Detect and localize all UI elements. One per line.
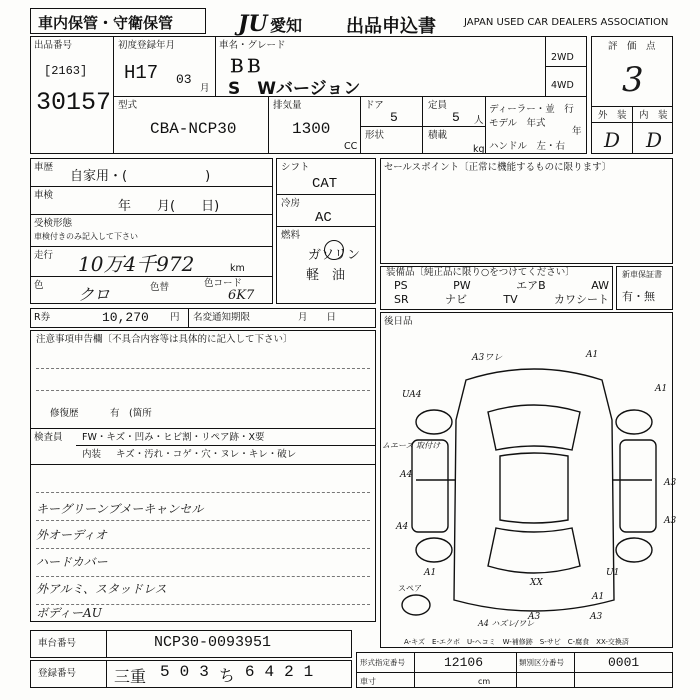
- interior-row: キズ・汚れ・コゲ・穴・ヌレ・キレ・破レ: [116, 449, 297, 460]
- load-label: 積載: [428, 130, 448, 141]
- recycle-label: R券: [34, 312, 51, 323]
- reg-digit-6: 2: [284, 663, 294, 681]
- reg-digit-5: 4: [264, 663, 275, 681]
- handle-label: ハンドル 左・右: [489, 141, 566, 152]
- dmg-mark-4: ムエーズ 取付け: [382, 441, 441, 450]
- month-unit: 月: [200, 83, 210, 94]
- first-reg-month: 03: [176, 72, 192, 87]
- type-cert-label-1: 形式指定番号: [360, 658, 405, 667]
- capacity-value: 5: [452, 110, 460, 125]
- inspection-value: 年 月( 日): [118, 199, 220, 214]
- registration-prefecture: 三重: [114, 667, 147, 686]
- shift-label: シフト: [281, 162, 310, 173]
- equip-aw: AW: [591, 279, 609, 292]
- note-line-2: 外オーディオ: [36, 528, 108, 542]
- equip-leather: カワシート: [553, 293, 609, 306]
- drive-2wd: 2WD: [551, 52, 574, 63]
- first-reg-year: H17: [124, 62, 159, 84]
- dmg-mark-9: A1: [424, 568, 437, 578]
- interior-grade: D: [646, 128, 663, 152]
- type-value: CBA-NCP30: [150, 120, 237, 138]
- rating-value: 3: [622, 60, 644, 100]
- notice-value: 月 日: [298, 312, 337, 323]
- shift-value: CAT: [312, 176, 338, 192]
- equip-airbag: エアB: [516, 279, 546, 292]
- recycle-value: 10,270: [102, 310, 149, 325]
- ju-logo: JU: [238, 11, 268, 37]
- dmg-mark-13: A3: [528, 612, 541, 622]
- ac-value: AC: [315, 210, 332, 226]
- inspection-label: 車検: [34, 190, 54, 201]
- model-year-label: モデル 年式: [489, 118, 546, 129]
- drive-4wd: 4WD: [551, 80, 574, 91]
- dmg-mark-12: A4 ハズレ/ワレ: [478, 619, 535, 628]
- dmg-mark-10: A1: [592, 592, 605, 602]
- interior-label: 内 装: [639, 110, 668, 121]
- warranty-value: 有・無: [622, 290, 655, 303]
- dmg-mark-7: A3: [664, 478, 677, 488]
- ac-label: 冷房: [281, 198, 301, 209]
- spare-wheel: [402, 595, 430, 615]
- fw-row: FW・キズ・凹み・ヒビ割・リペア跡・X要: [82, 432, 265, 443]
- shape-label: 形状: [365, 130, 385, 141]
- selling-points-frame: [380, 158, 673, 264]
- wheel-front-left: [416, 410, 452, 434]
- color-code-label: 色コード: [204, 278, 243, 289]
- equipment-row-1: [394, 279, 609, 293]
- side-left: [412, 440, 448, 532]
- displacement-unit: CC: [344, 141, 358, 152]
- reg-form-note: 車検付きのみ記入して下さい: [34, 232, 138, 241]
- damage-legend: A-キズ E-エクボ U-ヘコミ W-補修跡 S-サビ C-腐食 XX-交換済: [404, 638, 629, 646]
- wheel-rear-left: [416, 538, 452, 562]
- warranty-label: 新車保証書: [622, 270, 662, 279]
- dmg-mark-15: XX: [530, 578, 543, 588]
- org-name: 愛知: [270, 16, 303, 35]
- color-code-value: 6K7: [228, 288, 255, 303]
- equip-pw: PW: [453, 279, 471, 292]
- equip-sr: SR: [394, 293, 409, 306]
- dmg-mark-11: U1: [606, 568, 620, 578]
- capacity-label: 定員: [428, 100, 448, 111]
- load-unit: kg: [473, 144, 485, 155]
- selling-points-label: セールスポイント〔正常に機能するものに限ります〕: [384, 162, 612, 173]
- history-label: 車歴: [34, 162, 54, 173]
- storage-label: 車内保管・守衛保管: [38, 14, 174, 32]
- interior-row-label: 内装: [82, 449, 102, 460]
- reg-form-label: 受検形態: [34, 218, 73, 229]
- exterior-grade: D: [604, 128, 621, 152]
- displacement-label: 排気量: [273, 100, 302, 111]
- chassis-label: 車台番号: [38, 638, 77, 649]
- capacity-unit: 人: [474, 115, 484, 126]
- reg-digit-2: 3: [199, 663, 209, 681]
- note-line-4: 外アルミ、スタッドレス: [36, 582, 167, 596]
- note-line-1: キーグリーンブメーキャンセル: [36, 502, 204, 516]
- type-cert-label-2: 類別区分番号: [519, 658, 564, 667]
- notes-label: 注意事項申告欄〔不具合内容等は具体的に記入して下さい〕: [36, 334, 293, 345]
- car-roof: [500, 453, 568, 523]
- type-label: 型式: [118, 100, 138, 111]
- repair-value: 有 (箇所: [110, 408, 152, 419]
- type-cert-value-2: 0001: [608, 655, 640, 670]
- model-grade: S Wバージョン: [228, 79, 361, 99]
- mileage-unit: km: [230, 263, 245, 274]
- equip-navi: ナビ: [445, 293, 467, 306]
- rating-label: 評 価 点: [608, 41, 656, 52]
- lot-sub: [2163]: [44, 64, 88, 78]
- association-name: JAPAN USED CAR DEALERS ASSOCIATION: [464, 17, 669, 28]
- displacement-value: 1300: [292, 120, 331, 138]
- year-unit: 年: [572, 126, 582, 137]
- dmg-mark-14: A3: [590, 612, 603, 622]
- document-title: 出品申込書: [346, 16, 436, 37]
- registration-label: 登録番号: [38, 668, 77, 679]
- chassis-value: NCP30-0093951: [154, 634, 272, 651]
- wheel-rear-right: [616, 538, 652, 562]
- repair-label: 修復歴: [50, 408, 79, 419]
- inspector-label: 検査員: [34, 432, 63, 443]
- fuel-label: 燃料: [281, 230, 301, 241]
- equip-tv: TV: [503, 293, 518, 306]
- notes-frame: [30, 330, 376, 622]
- equip-ps: PS: [394, 279, 408, 292]
- dmg-mark-2: A1: [655, 384, 668, 394]
- reg-digit-0: 5: [160, 663, 170, 681]
- color-change-label: 色替: [150, 282, 170, 293]
- type-cert-sub-label: 車寸: [360, 677, 376, 686]
- dealer-label: ディーラー・並 行: [489, 104, 574, 115]
- type-cert-sub-unit: cm: [478, 677, 491, 686]
- note-line-3: ハードカバー: [36, 555, 108, 569]
- color-label: 色: [34, 280, 44, 291]
- dmg-mark-8: A3: [664, 516, 677, 526]
- equipment-label: 装備品〔純正品に限り○をつけてください〕: [386, 267, 575, 278]
- reg-digit-1: 0: [179, 663, 190, 681]
- dmg-mark-5: A4: [400, 470, 413, 480]
- fuel-value: ガソリン: [308, 248, 361, 263]
- wheel-front-right: [616, 410, 652, 434]
- fuel-circle: [324, 240, 344, 260]
- recycle-unit: 円: [170, 312, 180, 323]
- reg-digit-7: 1: [303, 663, 314, 681]
- aftermarket-label: 後日品: [384, 316, 413, 327]
- dmg-mark-0: A3ワレ: [472, 353, 503, 363]
- reg-digit-4: 6: [244, 663, 255, 681]
- doors-value: 5: [390, 110, 398, 125]
- first-reg-label: 初度登録年月: [118, 40, 176, 51]
- history-value: 自家用・( ): [70, 169, 211, 184]
- color-value: クロ: [78, 285, 111, 304]
- lot-label: 出品番号: [34, 40, 73, 51]
- lot-number: 30157: [36, 88, 112, 117]
- type-cert-value-1: 12106: [444, 655, 484, 670]
- exterior-label: 外 装: [598, 110, 627, 121]
- reg-digit-3: ち: [218, 668, 235, 686]
- note-line-5: ボディーAU: [36, 606, 102, 620]
- model-label: 車名・グレード: [219, 40, 286, 51]
- side-right: [620, 440, 656, 532]
- mileage-value: 10万4千972: [78, 252, 195, 276]
- mileage-label: 走行: [34, 250, 54, 261]
- model-name: ＢＢ: [228, 57, 262, 77]
- car-windshield: [488, 405, 580, 450]
- equipment-grid: [394, 279, 609, 307]
- spare-label: スペア: [398, 584, 422, 593]
- fuel-alt: 軽 油: [306, 268, 346, 283]
- car-rear-window: [488, 528, 580, 573]
- notice-label: 名変通知期限: [193, 312, 251, 323]
- doors-label: ドア: [365, 100, 384, 111]
- equipment-row-2: [394, 293, 609, 307]
- registration-digits: [160, 663, 313, 686]
- car-damage-diagram: [396, 360, 672, 630]
- dmg-mark-6: A4: [396, 522, 409, 532]
- dmg-mark-3: UA4: [402, 390, 422, 400]
- dmg-mark-1: A1: [586, 350, 599, 360]
